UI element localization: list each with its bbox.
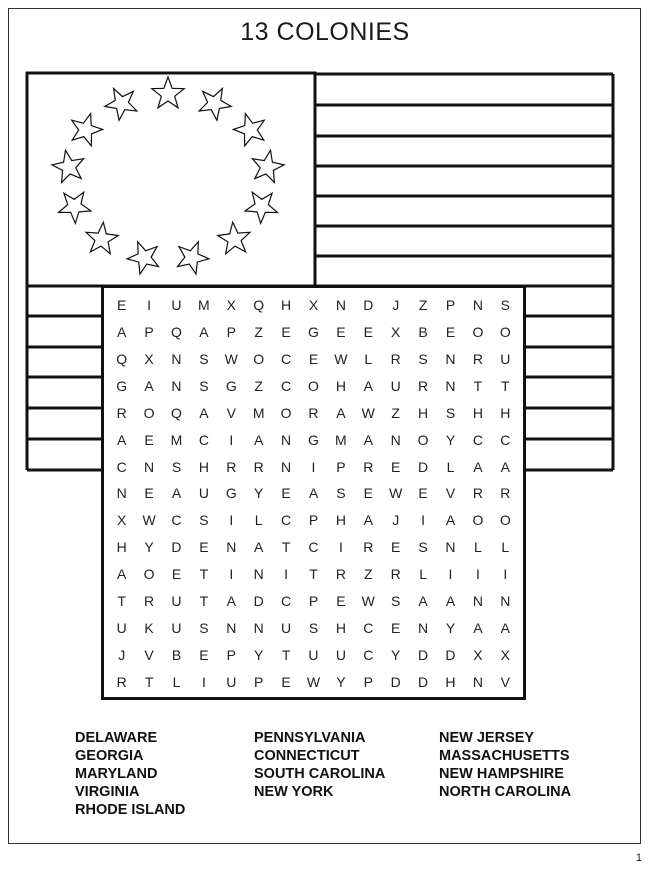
grid-letter: Y	[445, 619, 456, 636]
grid-letter: S	[199, 351, 209, 368]
grid-letter: R	[308, 404, 319, 421]
grid-letter: I	[201, 673, 206, 690]
grid-letter: H	[472, 404, 483, 421]
grid-letter: A	[473, 458, 483, 475]
grid-letter: I	[338, 539, 343, 556]
grid-letter: M	[198, 297, 210, 314]
word-search-grid	[101, 285, 526, 700]
grid-letter: H	[335, 512, 346, 529]
grid-letter: S	[391, 592, 401, 609]
grid-letter: N	[281, 458, 292, 475]
grid-letter: A	[226, 592, 236, 609]
grid-letter: U	[171, 297, 182, 314]
grid-letter: E	[391, 539, 401, 556]
grid-letter: C	[116, 458, 127, 475]
grid-letter: T	[199, 566, 209, 583]
grid-letter: E	[144, 485, 154, 502]
grid-letter: N	[445, 539, 456, 556]
grid-letter: I	[229, 566, 234, 583]
grid-letter: W	[361, 592, 375, 609]
grid-letter: T	[309, 566, 318, 583]
grid-letter: I	[284, 566, 289, 583]
grid-letter: C	[281, 351, 292, 368]
grid-letter: R	[472, 351, 483, 368]
grid-letter: N	[116, 485, 127, 502]
grid-letter: J	[392, 512, 400, 529]
grid-letter: C	[363, 646, 374, 663]
grid-letter: C	[308, 539, 319, 556]
grid-letter: L	[254, 512, 263, 529]
grid-letter: E	[391, 619, 401, 636]
grid-letter: C	[363, 619, 374, 636]
grid-letter: N	[171, 351, 182, 368]
grid-letter: N	[281, 431, 292, 448]
grid-letter: E	[391, 458, 401, 475]
grid-letter: N	[390, 431, 401, 448]
grid-letter: O	[472, 512, 484, 529]
word-item: DELAWARE	[75, 730, 158, 746]
grid-letter: E	[308, 351, 319, 368]
grid-letter: U	[171, 619, 182, 636]
grid-letter: E	[171, 566, 182, 583]
grid-letter: P	[336, 458, 346, 475]
grid-letter: L	[172, 673, 181, 690]
grid-letter: T	[199, 592, 209, 609]
word-item: PENNSYLVANIA	[254, 730, 366, 746]
grid-letter: X	[391, 324, 401, 341]
grid-letter: O	[143, 404, 155, 421]
grid-letter: W	[389, 485, 403, 502]
grid-letter: A	[418, 592, 428, 609]
grid-letter: W	[224, 351, 238, 368]
grid-letter: D	[253, 592, 264, 609]
grid-letter: Z	[418, 297, 428, 314]
grid-letter: I	[448, 566, 453, 583]
grid-letter: A	[199, 324, 209, 341]
grid-letter: C	[281, 512, 292, 529]
grid-letter: T	[281, 539, 291, 556]
grid-letter: O	[499, 512, 511, 529]
grid-letter: E	[199, 539, 209, 556]
grid-letter: B	[171, 646, 182, 663]
grid-letter: T	[501, 378, 510, 395]
grid-letter: A	[500, 458, 510, 475]
grid-letter: Q	[171, 324, 182, 341]
grid-letter: G	[225, 378, 237, 395]
grid-letter: A	[117, 431, 127, 448]
grid-letter: U	[281, 619, 292, 636]
grid-letter: I	[475, 566, 480, 583]
grid-letter: I	[503, 566, 508, 583]
grid-letter: Y	[144, 539, 154, 556]
grid-letter: Y	[445, 431, 456, 448]
grid-letter: T	[117, 592, 126, 609]
grid-letter: U	[335, 646, 346, 663]
grid-letter: N	[472, 592, 483, 609]
grid-letter: T	[144, 673, 154, 690]
grid-letter: X	[500, 646, 510, 663]
grid-letter: S	[445, 404, 456, 421]
grid-letter: R	[500, 485, 511, 502]
word-item: NEW HAMPSHIRE	[439, 766, 564, 782]
grid-letter: H	[116, 539, 127, 556]
grid-letter: D	[418, 458, 429, 475]
grid-letter: X	[226, 297, 236, 314]
grid-letter: A	[144, 378, 154, 395]
grid-letter: G	[116, 378, 128, 395]
grid-letter: A	[363, 431, 373, 448]
grid-letter: O	[472, 324, 484, 341]
grid-letter: B	[418, 324, 428, 341]
grid-letter: Q	[253, 297, 265, 314]
grid-letter: E	[363, 485, 373, 502]
grid-letter: A	[363, 512, 373, 529]
grid-letter: M	[170, 431, 183, 448]
grid-letter: V	[144, 646, 154, 663]
grid-letter: N	[226, 539, 237, 556]
grid-letter: I	[229, 512, 234, 529]
grid-letter: S	[171, 458, 182, 475]
grid-letter: U	[390, 378, 401, 395]
grid-letter: E	[144, 431, 154, 448]
grid-letter: N	[472, 673, 483, 690]
grid-letter: Z	[254, 378, 263, 395]
grid-letter: A	[308, 485, 319, 502]
grid-letter: U	[308, 646, 319, 663]
word-item: NEW YORK	[254, 784, 334, 800]
word-item: GEORGIA	[75, 748, 144, 764]
grid-letter: R	[363, 539, 374, 556]
grid-letter: N	[445, 351, 456, 368]
grid-letter: A	[473, 619, 483, 636]
grid-letter: S	[199, 378, 209, 395]
grid-letter: P	[144, 324, 154, 341]
grid-letter: I	[421, 512, 426, 529]
grid-letter: P	[308, 592, 319, 609]
grid-letter: N	[335, 297, 346, 314]
grid-letter: C	[171, 512, 182, 529]
grid-letter: C	[281, 378, 292, 395]
grid-letter: W	[142, 512, 156, 529]
grid-letter: I	[147, 297, 152, 314]
grid-letter: H	[198, 458, 209, 475]
grid-letter: R	[363, 458, 374, 475]
word-list-column-1	[75, 729, 185, 819]
grid-letter: V	[500, 673, 510, 690]
grid-letter: U	[198, 485, 209, 502]
grid-letter: E	[336, 324, 346, 341]
grid-letter: V	[226, 404, 236, 421]
word-item: SOUTH CAROLINA	[254, 766, 386, 782]
grid-letter: N	[418, 619, 429, 636]
grid-letter: N	[171, 378, 182, 395]
word-item: MASSACHUSETTS	[439, 748, 570, 764]
grid-letter: L	[419, 566, 427, 583]
grid-letter: S	[418, 351, 428, 368]
grid-letter: Z	[391, 404, 400, 421]
grid-letter: O	[417, 431, 429, 448]
grid-letter: T	[281, 646, 291, 663]
grid-letter: A	[117, 566, 127, 583]
grid-letter: E	[445, 324, 456, 341]
grid-letter: D	[390, 673, 401, 690]
grid-letter: A	[336, 404, 346, 421]
grid-letter: P	[363, 673, 373, 690]
grid-letter: E	[363, 324, 373, 341]
grid-letter: S	[500, 297, 510, 314]
grid-letter: G	[308, 324, 319, 341]
grid-letter: X	[117, 512, 127, 529]
grid-letter: G	[308, 431, 319, 448]
grid-letter: E	[281, 485, 291, 502]
grid-letter: A	[363, 378, 373, 395]
grid-letter: Y	[336, 673, 346, 690]
grid-letter: W	[306, 673, 321, 690]
grid-letter: L	[364, 351, 373, 368]
grid-letter: N	[253, 566, 264, 583]
grid-letter: H	[445, 673, 456, 690]
grid-letter: Y	[391, 646, 401, 663]
grid-letter: H	[335, 619, 346, 636]
grid-letter: N	[253, 619, 264, 636]
grid-letter: W	[361, 404, 375, 421]
grid-letter: O	[308, 378, 319, 395]
page-number: 1	[635, 852, 642, 864]
grid-letter: N	[144, 458, 155, 475]
grid-letter: E	[199, 646, 209, 663]
grid-letter: N	[500, 592, 511, 609]
word-list-column-3	[439, 729, 571, 801]
grid-letter: C	[281, 592, 292, 609]
grid-letter: G	[225, 485, 237, 502]
grid-letter: J	[118, 646, 126, 663]
grid-letter: A	[199, 404, 209, 421]
word-list-column-2	[254, 729, 385, 801]
grid-letter: A	[171, 485, 182, 502]
grid-letter: P	[254, 673, 264, 690]
grid-letter: M	[252, 404, 265, 421]
grid-letter: C	[500, 431, 511, 448]
grid-letter: R	[472, 485, 483, 502]
grid-letter: E	[281, 673, 291, 690]
grid-letter: C	[198, 431, 209, 448]
grid-letter: Y	[254, 485, 264, 502]
grid-letter: W	[334, 351, 348, 368]
word-item: VIRGINIA	[75, 784, 140, 800]
grid-letter: R	[253, 458, 264, 475]
grid-letter: Q	[116, 351, 128, 368]
grid-letter: P	[226, 646, 236, 663]
grid-letter: U	[171, 592, 182, 609]
grid-letter: P	[226, 324, 236, 341]
word-item: MARYLAND	[75, 766, 158, 782]
grid-letter: H	[500, 404, 511, 421]
grid-letter: L	[473, 539, 482, 556]
grid-letter: X	[144, 351, 154, 368]
grid-letter: I	[311, 458, 316, 475]
grid-letter: D	[418, 646, 429, 663]
grid-letter: S	[336, 485, 346, 502]
grid-letter: V	[445, 485, 456, 502]
grid-letter: O	[143, 566, 155, 583]
grid-letter: A	[445, 512, 456, 529]
grid-letter: O	[499, 324, 511, 341]
grid-letter: C	[472, 431, 483, 448]
word-item: CONNECTICUT	[254, 748, 360, 764]
grid-letter: R	[144, 592, 155, 609]
grid-letter: N	[472, 297, 483, 314]
grid-letter: E	[281, 324, 291, 341]
grid-letter: O	[280, 404, 292, 421]
grid-letter: S	[308, 619, 319, 636]
grid-letter: D	[445, 646, 456, 663]
grid-letter: N	[445, 378, 456, 395]
grid-letter: E	[418, 485, 428, 502]
grid-letter: N	[226, 619, 237, 636]
grid-letter: D	[171, 539, 182, 556]
grid-letter: T	[473, 378, 483, 395]
grid-letter: S	[199, 512, 209, 529]
grid-letter: A	[500, 619, 510, 636]
grid-letter: R	[116, 673, 127, 690]
grid-letter: I	[229, 431, 234, 448]
grid-letter: H	[281, 297, 292, 314]
grid-letter: L	[446, 458, 455, 475]
word-item: NORTH CAROLINA	[439, 784, 572, 800]
grid-letter: O	[253, 351, 265, 368]
grid-letter: U	[116, 619, 127, 636]
grid-letter: R	[335, 566, 346, 583]
grid-letter: Q	[171, 404, 182, 421]
grid-letter: R	[390, 351, 401, 368]
grid-letter: R	[418, 378, 429, 395]
grid-letter: A	[445, 592, 456, 609]
grid-letter: U	[226, 673, 237, 690]
grid-letter: S	[418, 539, 428, 556]
grid-letter: A	[254, 431, 264, 448]
word-item: RHODE ISLAND	[75, 802, 186, 818]
grid-letter: R	[116, 404, 127, 421]
grid-letter: P	[308, 512, 319, 529]
grid-letter: X	[473, 646, 483, 663]
grid-letter: X	[308, 297, 319, 314]
grid-letter: M	[335, 431, 347, 448]
grid-letter: D	[363, 297, 374, 314]
grid-letter: A	[117, 324, 127, 341]
grid-letter: K	[144, 619, 154, 636]
word-item: NEW JERSEY	[439, 730, 535, 746]
grid-letter: E	[117, 297, 127, 314]
grid-letter: U	[500, 351, 511, 368]
grid-letter: H	[335, 378, 346, 395]
grid-letter: S	[199, 619, 209, 636]
grid-letter: Y	[254, 646, 264, 663]
grid-letter: Z	[254, 324, 263, 341]
grid-letter: A	[254, 539, 264, 556]
page-title: 13 COLONIES	[240, 18, 410, 46]
grid-letter: E	[336, 592, 346, 609]
grid-letter: P	[445, 297, 456, 314]
grid-letter: L	[501, 539, 510, 556]
grid-letter: Z	[364, 566, 373, 583]
grid-letter: R	[226, 458, 237, 475]
grid-letter: J	[392, 297, 400, 314]
grid-letter: R	[390, 566, 401, 583]
grid-letter: H	[418, 404, 429, 421]
grid-letter: D	[418, 673, 429, 690]
